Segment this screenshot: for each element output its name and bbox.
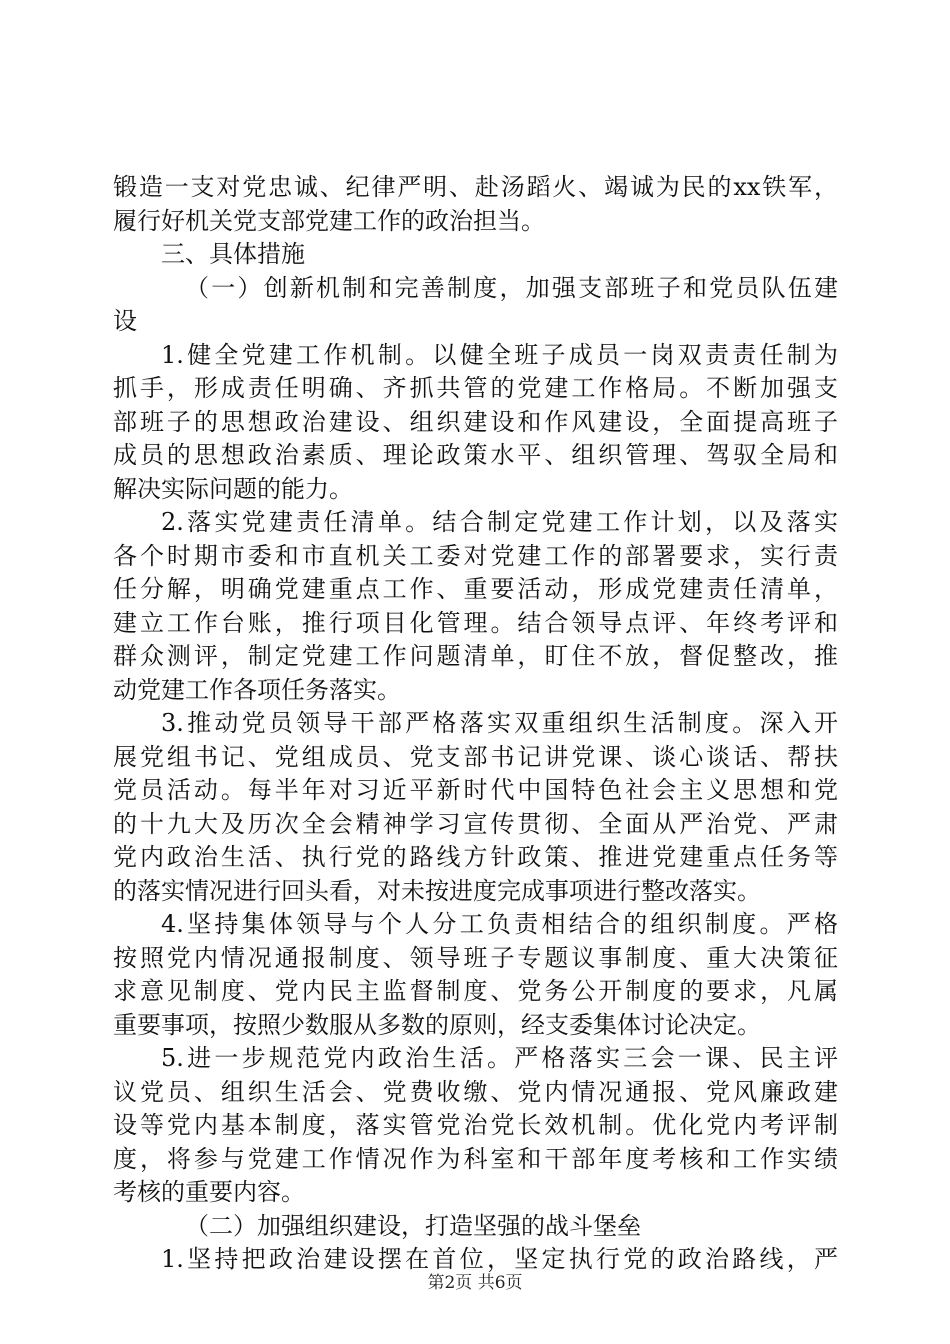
text-line: 求意见制度、党内民主监督制度、党务公开制度的要求，凡属 (113, 977, 838, 1005)
text-line: 设 (113, 307, 137, 335)
text-line: 抓手，形成责任明确、齐抓共管的党建工作格局。不断加强支 (113, 374, 838, 402)
text-line: 考核的重要内容。 (113, 1178, 305, 1206)
text-line: 履行好机关党支部党建工作的政治担当。 (113, 206, 545, 235)
text-line: 1.健全党建工作机制。以健全班子成员一岗双责责任制为 (161, 340, 838, 369)
text-line: 党员活动。每半年对习近平新时代中国特色社会主义思想和党 (113, 776, 838, 804)
text-line: 党内政治生活、执行党的路线方针政策、推进党建重点任务等 (113, 843, 838, 871)
text-line: 任分解，明确党建重点工作、重要活动，形成党建责任清单， (113, 575, 838, 603)
text-line: 部班子的思想政治建设、组织建设和作风建设，全面提高班子 (113, 407, 838, 436)
text-line: 1.坚持把政治建设摆在首位，坚定执行党的政治路线，严 (161, 1245, 838, 1273)
text-line: 锻造一支对党忠诚、纪律严明、赴汤蹈火、竭诚为民的xx铁军， (113, 173, 838, 201)
text-line: 建立工作台账，推行项目化管理。结合领导点评、年终考评和 (113, 608, 838, 637)
text-line: 三、具体措施 (161, 240, 305, 268)
text-line: 展党组书记、党组成员、党支部书记讲党课、谈心谈话、帮扶 (113, 742, 838, 771)
text-line: 的十九大及历次全会精神学习宣传贯彻、全面从严治党、严肃 (113, 809, 838, 838)
page-footer: 第2页 共6页 (427, 1273, 523, 1293)
text-line: 2.落实党建责任清单。结合制定党建工作计划，以及落实 (161, 508, 838, 536)
text-line: 3.推动党员领导干部严格落实双重组织生活制度。深入开 (161, 709, 838, 737)
text-line: 4.坚持集体领导与个人分工负责相结合的组织制度。严格 (161, 910, 838, 938)
text-line: （二）加强组织建设，打造坚强的战斗堡垒 (185, 1211, 641, 1240)
text-line: 解决实际问题的能力。 (113, 474, 353, 503)
text-line: 群众测评，制定党建工作问题清单，盯住不放，督促整改，推 (113, 642, 838, 670)
text-line: 重要事项，按照少数服从多数的原则，经支委集体讨论决定。 (113, 1010, 761, 1039)
text-line: 设等党内基本制度，落实管党治党长效机制。优化党内考评制 (113, 1111, 838, 1139)
text-line: 按照党内情况通报制度、领导班子专题议事制度、重大决策征 (113, 943, 838, 972)
document-body (113, 171, 838, 1277)
text-line: 动党建工作各项任务落实。 (113, 675, 401, 704)
text-line: 议党员、组织生活会、党费收缴、党内情况通报、党风廉政建 (113, 1077, 838, 1106)
text-line: 各个时期市委和市直机关工委对党建工作的部署要求，实行责 (113, 541, 838, 570)
text-line: 度，将参与党建工作情况作为科室和干部年度考核和工作实绩 (113, 1144, 838, 1173)
text-line: （一）创新机制和完善制度，加强支部班子和党员队伍建 (185, 273, 838, 302)
text-line: 5.进一步规范党内政治生活。严格落实三会一课、民主评 (161, 1044, 838, 1072)
text-line: 成员的思想政治素质、理论政策水平、组织管理、驾驭全局和 (113, 441, 838, 469)
text-line: 的落实情况进行回头看，对未按进度完成事项进行整改落实。 (113, 876, 761, 905)
